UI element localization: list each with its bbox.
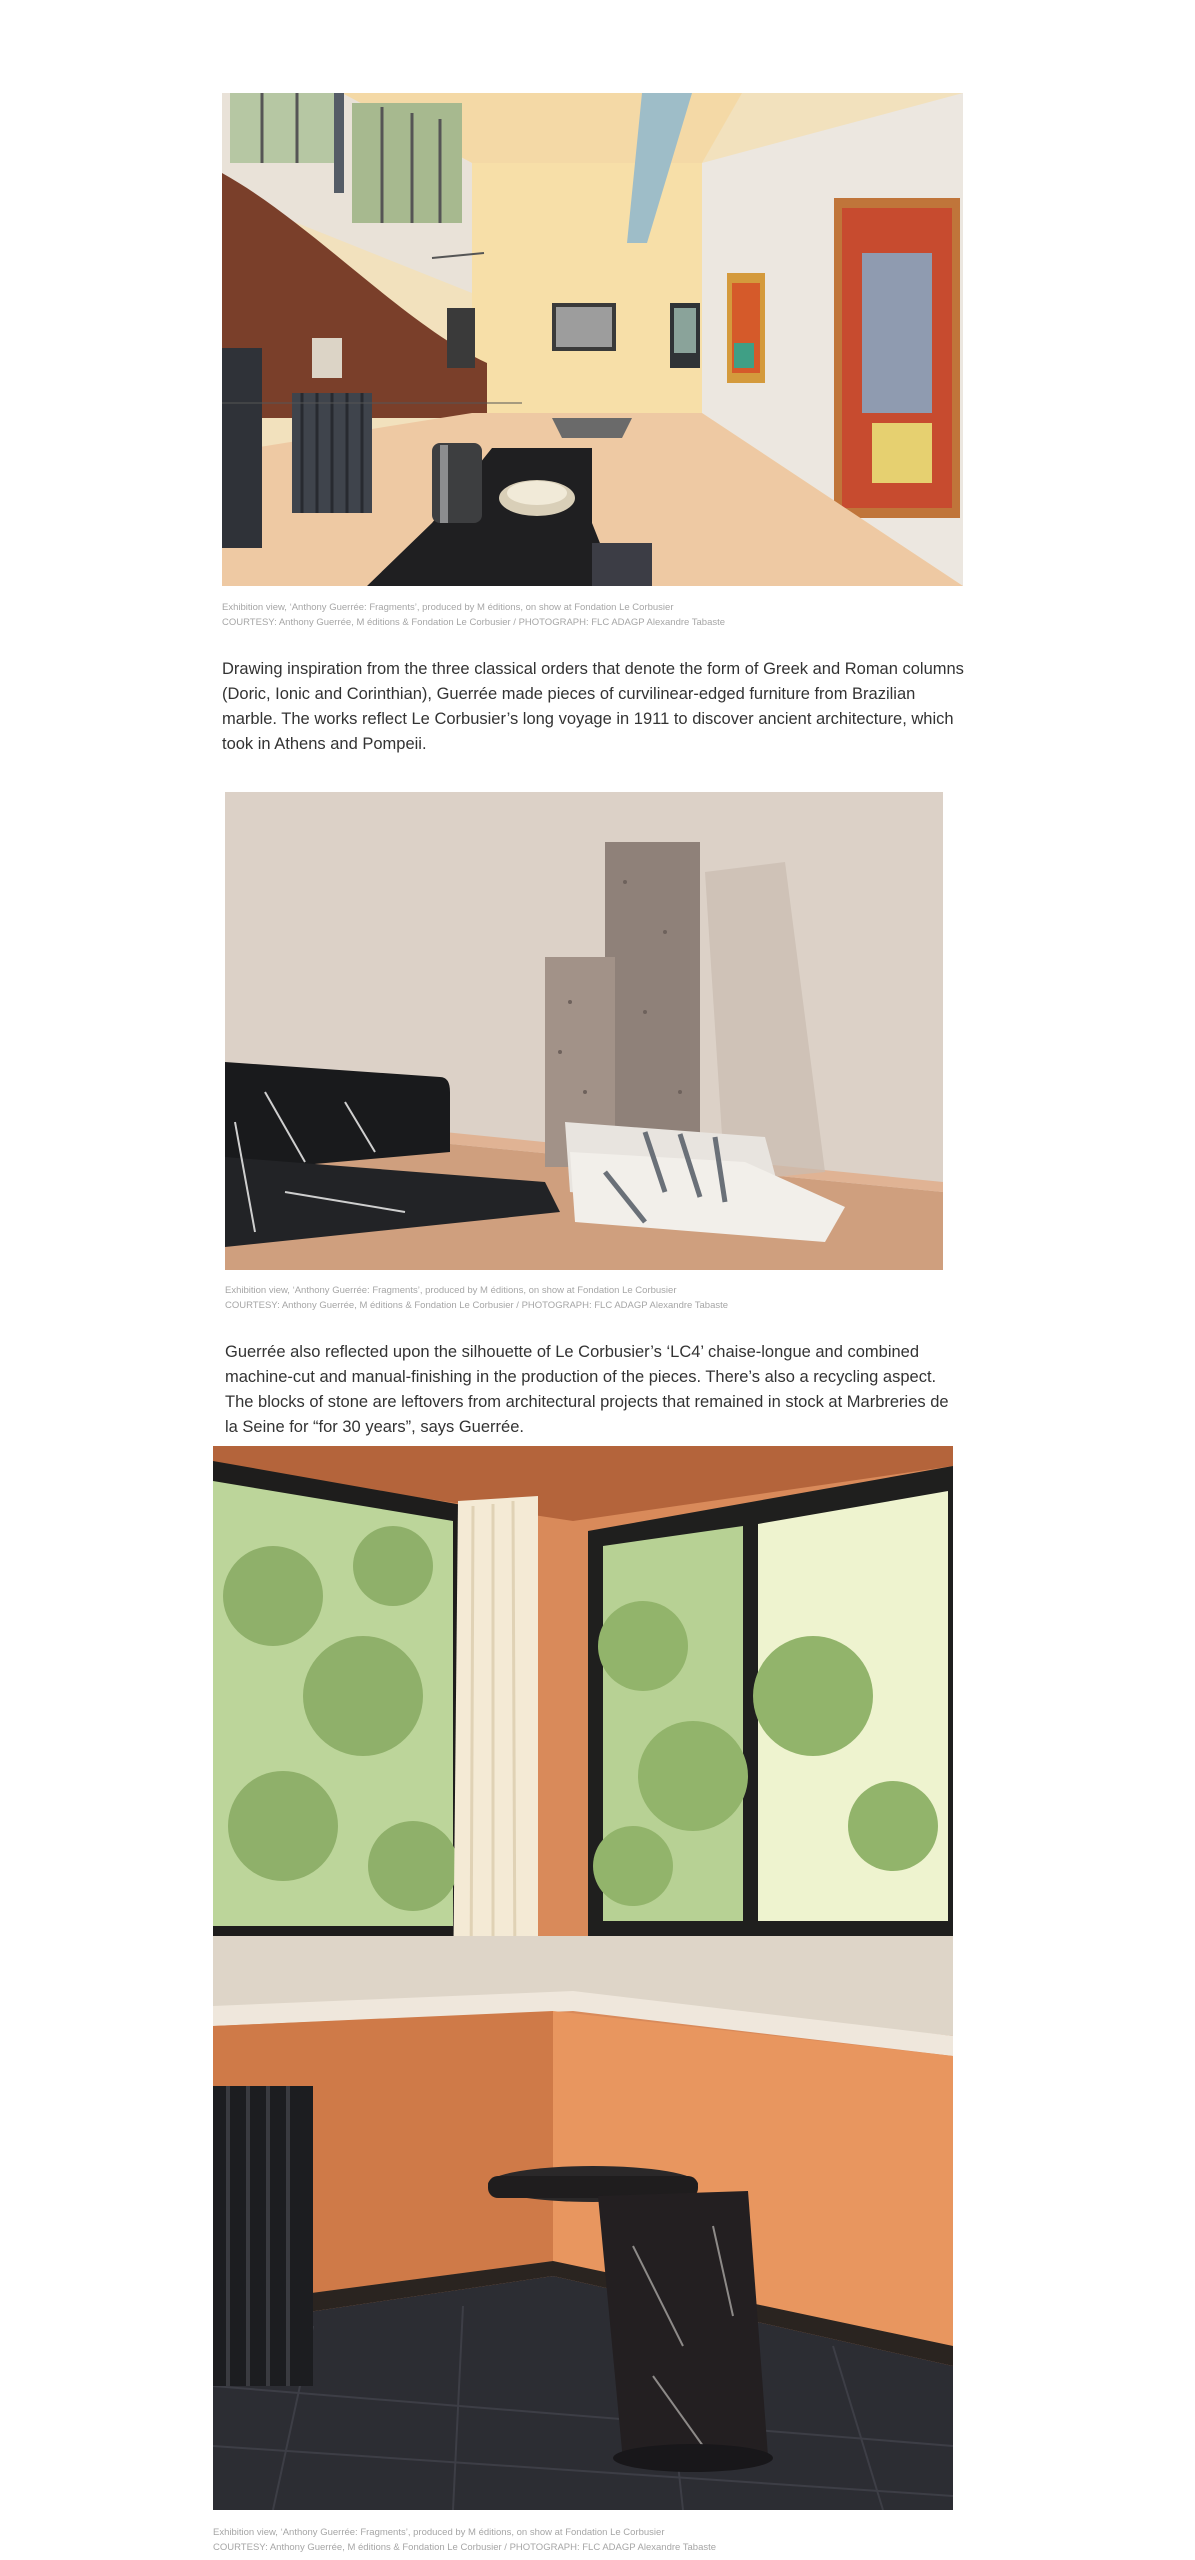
marble-illustration xyxy=(225,792,943,1270)
exhibition-photo-gallery xyxy=(222,93,963,586)
exhibition-photo-side-table xyxy=(213,1446,953,2510)
room-illustration xyxy=(213,1446,953,2510)
article-paragraph-2: Guerrée also reflected upon the silhouette of Le Corbusier’s ‘LC4’ chaise-longue and combined machine-cut and manual-finishing in the production of the pieces. There’s also a recycling aspect. The blocks of stone are leftovers from architectural projects that remained in stock at Marbreries de la Seine for “for 30 years”, says Guerrée. xyxy=(225,1343,949,1436)
gallery-illustration xyxy=(222,93,963,586)
caption-1-line-2: COURTESY: Anthony Guerrée, M éditions & Fondation Le Corbusier / PHOTOGRAPH: FLC ADAGP Alexandre Tabaste xyxy=(222,617,726,628)
caption-2-line-2: COURTESY: Anthony Guerrée, M éditions & Fondation Le Corbusier / PHOTOGRAPH: FLC ADAGP Alexandre Tabaste xyxy=(225,1300,729,1311)
caption-3-line-2: COURTESY: Anthony Guerrée, M éditions & Fondation Le Corbusier / PHOTOGRAPH: FLC ADAGP Alexandre Tabaste xyxy=(213,2542,717,2553)
photo-caption-2 xyxy=(225,1283,728,1313)
photo-caption-3 xyxy=(213,2525,716,2555)
caption-1-line-1: Exhibition view, ‘Anthony Guerrée: Fragments’, produced by M éditions, on show at Fondation Le Corbusier xyxy=(222,602,674,613)
exhibition-photo-marble-pieces xyxy=(225,792,943,1270)
caption-2-line-1: Exhibition view, ‘Anthony Guerrée: Fragments’, produced by M éditions, on show at Fondation Le Corbusier xyxy=(225,1285,677,1296)
article-paragraph-1: Drawing inspiration from the three classical orders that denote the form of Greek and Roman columns (Doric, Ionic and Corinthian), Guerrée made pieces of curvilinear-edged furniture from Brazilian marble. The works reflect Le Corbusier’s long voyage in 1911 to discover ancient architecture, which took in Athens and Pompeii. xyxy=(222,660,964,753)
caption-3-line-1: Exhibition view, ‘Anthony Guerrée: Fragments’, produced by M éditions, on show at Fondation Le Corbusier xyxy=(213,2527,665,2538)
photo-caption-1 xyxy=(222,600,725,630)
